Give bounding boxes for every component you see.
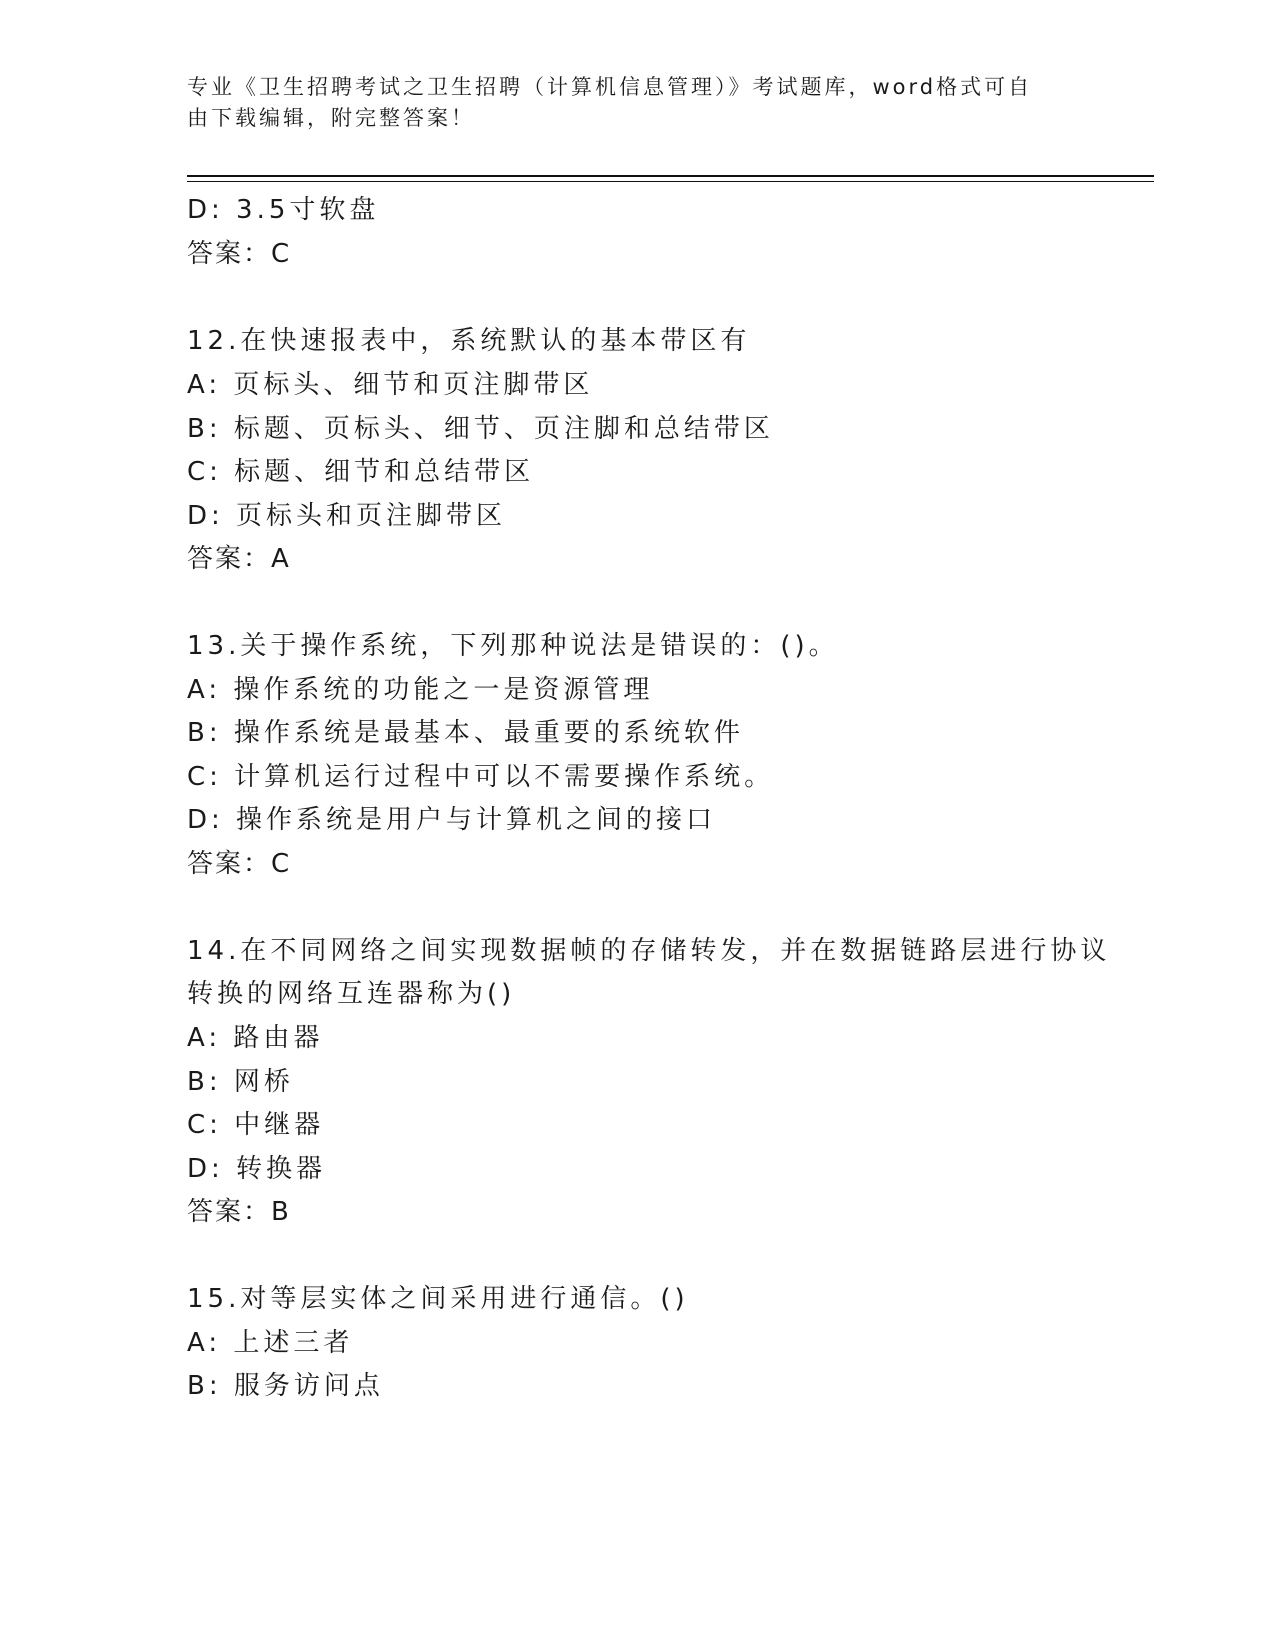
header-divider-thin [187,181,1154,182]
q14-option-b: B: 网桥 [187,1067,294,1097]
q12-option-c: C: 标题、细节和总结带区 [187,457,535,487]
q14-answer: 答案：B [187,1197,291,1227]
q13-option-c: C: 计算机运行过程中可以不需要操作系统。 [187,762,775,792]
prev-question-answer: 答案：C [187,239,292,269]
prev-question-option-d: D: 3.5寸软盘 [187,195,380,225]
q13-option-d: D: 操作系统是用户与计算机之间的接口 [187,805,717,835]
q12-answer: 答案：A [187,544,291,574]
q14-option-d: D: 转换器 [187,1154,327,1184]
q13-answer: 答案：C [187,849,292,879]
header-line-1: 专业《卫生招聘考试之卫生招聘（计算机信息管理）》考试题库，word格式可自 [187,75,1033,99]
q13-stem: 13.关于操作系统，下列那种说法是错误的：()。 [187,631,839,661]
q12-option-b: B: 标题、页标头、细节、页注脚和总结带区 [187,414,774,444]
q12-option-d: D: 页标头和页注脚带区 [187,501,507,531]
q14-stem-line-2: 转换的网络互连器称为() [187,979,516,1009]
q13-option-a: A: 操作系统的功能之一是资源管理 [187,675,654,705]
q14-stem-line-1: 14.在不同网络之间实现数据帧的存储转发，并在数据链路层进行协议 [187,936,1111,966]
q15-stem: 15.对等层实体之间采用进行通信。() [187,1284,689,1314]
q13-option-b: B: 操作系统是最基本、最重要的系统软件 [187,718,744,748]
q12-stem: 12.在快速报表中，系统默认的基本带区有 [187,326,751,356]
q14-option-c: C: 中继器 [187,1110,325,1140]
header-line-2: 由下载编辑，附完整答案！ [187,106,475,130]
q12-option-a: A: 页标头、细节和页注脚带区 [187,370,594,400]
document-header [187,72,1067,134]
q15-option-b: B: 服务访问点 [187,1371,384,1401]
q15-option-a: A: 上述三者 [187,1328,354,1358]
q14-option-a: A: 路由器 [187,1023,324,1053]
header-divider-thick [187,175,1154,177]
